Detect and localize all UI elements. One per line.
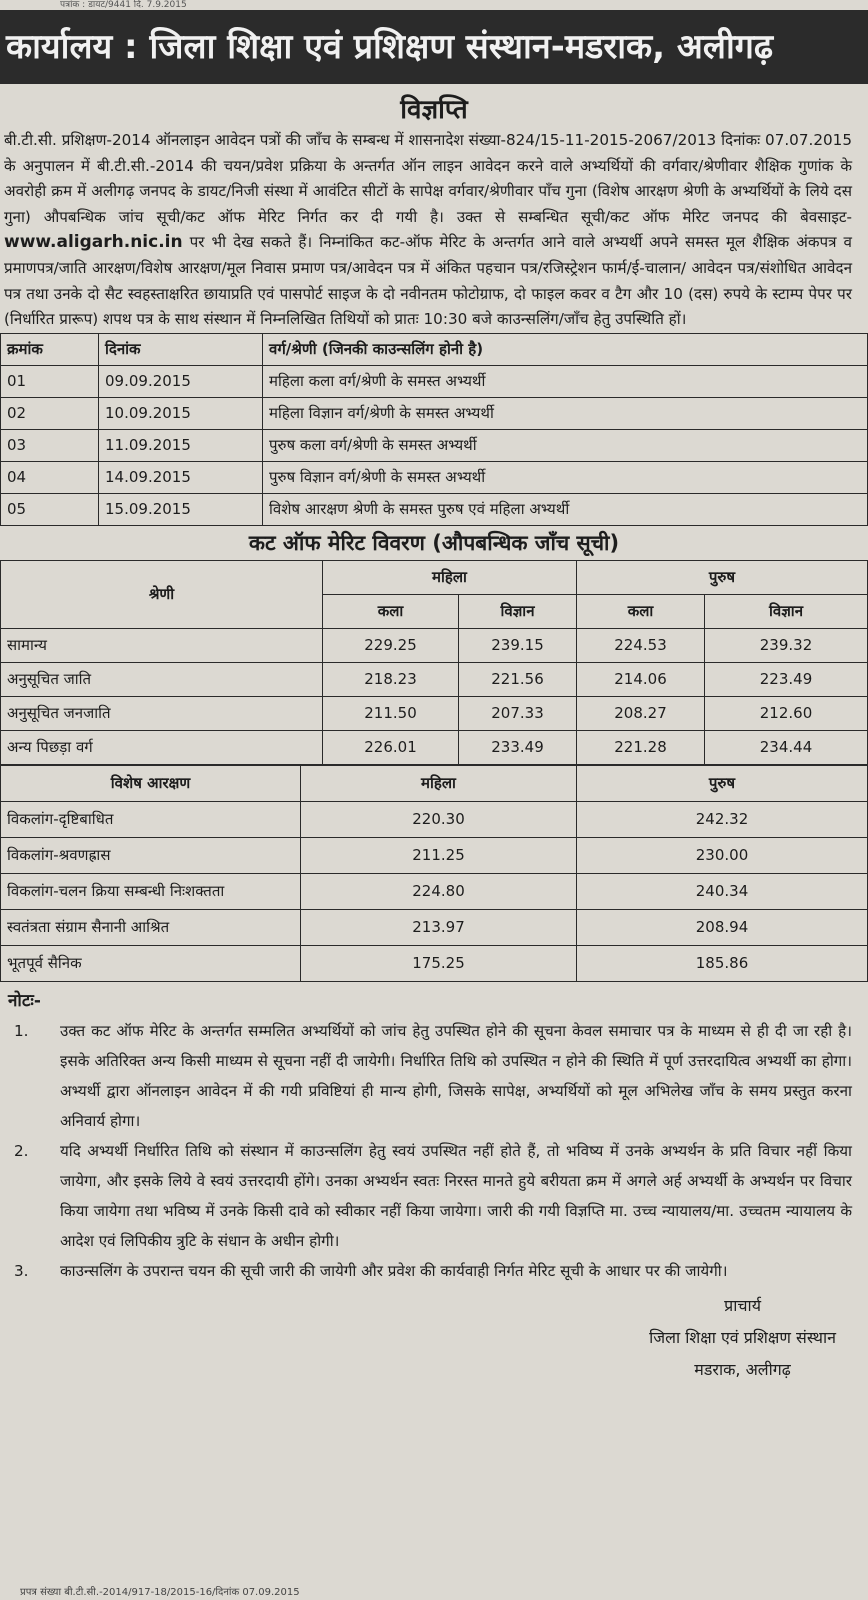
value-cell: 233.49 xyxy=(459,730,577,764)
serial-cell: 05 xyxy=(1,493,99,525)
note-number: 1. xyxy=(14,1021,29,1040)
table-row xyxy=(1,801,868,837)
table-row xyxy=(1,909,868,945)
category-cell: महिला कला वर्ग/श्रेणी के समस्त अभ्यर्थी xyxy=(263,365,868,397)
value-cell: 211.25 xyxy=(301,837,577,873)
note-text: यदि अभ्यर्थी निर्धारित तिथि को संस्थान में काउन्सलिंग हेतु स्वयं उपस्थित नहीं होते हैं, तो भविष्य में उनके अभ्यर्थन के प्रति विचार नहीं किया जायेगा, और इसके लिये वे स्वयं उत्तरदायी होंगे। उनका अभ्यर्थन स्वतः निरस्त मानते हुये बरीयता क्रम में अगले अर्ह अभ्यर्थी के अभ्यर्थन पर विचार किया जायेगा तथा भविष्य में उनके किसी दावे को स्वीकार नहीं किया जायेगा। जारी की गयी विज्ञप्ति मा. उच्च न्यायालय/मा. उच्चतम न्यायालय के आदेश एवं लिपिकीय त्रुटि के संधान के अधीन होगी। xyxy=(60,1141,852,1250)
notes-heading: नोटः- xyxy=(8,990,41,1011)
special-female-header: महिला xyxy=(301,765,577,801)
note-text: काउन्सलिंग के उपरान्त चयन की सूची जारी की जायेगी और प्रवेश की कार्यवाही निर्गत मेरिट सूची के आधार पर की जायेगी। xyxy=(60,1261,728,1280)
table-row xyxy=(1,493,868,525)
serial-cell: 04 xyxy=(1,461,99,493)
value-cell: 221.28 xyxy=(577,730,705,764)
female-arts-header: कला xyxy=(323,594,459,628)
category-cell: अन्य पिछड़ा वर्ग xyxy=(1,730,323,764)
signature-place: मडराक, अलीगढ़ xyxy=(694,1359,791,1379)
female-header: महिला xyxy=(323,560,577,594)
note-number: 2. xyxy=(14,1141,29,1160)
category-cell: अनुसूचित जनजाति xyxy=(1,696,323,730)
category-cell: अनुसूचित जाति xyxy=(1,662,323,696)
date-cell: 10.09.2015 xyxy=(99,397,263,429)
serial-cell: 03 xyxy=(1,429,99,461)
cutoff-title: कट ऑफ मेरिट विवरण (औपबन्धिक जाँच सूची) xyxy=(248,530,620,555)
value-cell: 239.32 xyxy=(705,628,868,662)
table-row xyxy=(1,662,868,696)
value-cell: 223.49 xyxy=(705,662,868,696)
value-cell: 213.97 xyxy=(301,909,577,945)
category-cell: पुरुष कला वर्ग/श्रेणी के समस्त अभ्यर्थी xyxy=(263,429,868,461)
table-row xyxy=(1,945,868,981)
table-row xyxy=(1,873,868,909)
date-cell: 09.09.2015 xyxy=(99,365,263,397)
value-cell: 239.15 xyxy=(459,628,577,662)
note-item xyxy=(8,1136,852,1256)
value-cell: 208.94 xyxy=(577,909,868,945)
website-link[interactable]: www.aligarh.nic.in xyxy=(4,232,183,253)
value-cell: 218.23 xyxy=(323,662,459,696)
serial-cell: 02 xyxy=(1,397,99,429)
value-cell: 240.34 xyxy=(577,873,868,909)
value-cell: 212.60 xyxy=(705,696,868,730)
cutoff-header-row xyxy=(1,560,868,594)
value-cell: 221.56 xyxy=(459,662,577,696)
notes-section xyxy=(0,982,868,1286)
office-header: कार्यालय : जिला शिक्षा एवं प्रशिक्षण संस्थान-मडराक, अलीगढ़ xyxy=(0,10,868,84)
note-number: 3. xyxy=(14,1261,29,1280)
footer-strip: प्रपत्र संख्या बी.टी.सी.-2014/917-18/2015-16/दिनांक 07.09.2015 xyxy=(20,1587,300,1598)
value-cell: 185.86 xyxy=(577,945,868,981)
table-row xyxy=(1,461,868,493)
table-row xyxy=(1,730,868,764)
note-item xyxy=(8,1016,852,1136)
female-science-header: विज्ञान xyxy=(459,594,577,628)
value-cell: 214.06 xyxy=(577,662,705,696)
intro-text-cont: पर भी देख सकते हैं। निम्नांकित कट-ऑफ मेरिट के अन्तर्गत आने वाले अभ्यर्थी अपने समस्त मूल शैक्षिक अंकपत्र व प्रमाणपत्र/जाति आरक्षण/विशेष आरक्षण/मूल निवास प्रमाण पत्र/आवेदन पत्र में अंकित पहचान पत्र/रजिस्ट्रेशन फार्म/ई-चालान/ आवेदन पत्र/संशोधित आवेदन पत्र तथा उनके दो सैट स्वहस्ताक्षरित छायाप्रति एवं पासपोर्ट साइज के दो नवीनतम फोटोग्राफ, दो फाइल कवर व टैग और 10 (दस) रुपये के स्टाम्प पेपर पर (निर्धारित प्रारूप) शपथ पत्र के साथ संस्थान में निम्नलिखित तिथियों को प्रातः 10:30 बजे काउन्सलिंग/जाँच हेतु उपस्थिति हों। xyxy=(4,233,852,329)
table-row xyxy=(1,397,868,429)
value-cell: 220.30 xyxy=(301,801,577,837)
category-cell: महिला विज्ञान वर्ग/श्रेणी के समस्त अभ्यर्थी xyxy=(263,397,868,429)
date-cell: 14.09.2015 xyxy=(99,461,263,493)
value-cell: 211.50 xyxy=(323,696,459,730)
category-cell: पुरुष विज्ञान वर्ग/श्रेणी के समस्त अभ्यर्थी xyxy=(263,461,868,493)
date-cell: 11.09.2015 xyxy=(99,429,263,461)
serial-cell: 01 xyxy=(1,365,99,397)
table-row xyxy=(1,628,868,662)
category-cell: स्वतंत्रता संग्राम सैनानी आश्रित xyxy=(1,909,301,945)
note-text: उक्त कट ऑफ मेरिट के अन्तर्गत सम्मलित अभ्यर्थियों को जांच हेतु उपस्थित होने की सूचना केवल समाचार पत्र के माध्यम से ही दी जा रही है। इसके अतिरिक्त अन्य किसी माध्यम से सूचना नहीं दी जायेगी। निर्धारित तिथि को उपस्थित न होने की स्थिति में पूर्ण उत्तरदायित्व अभ्यर्थी का होगा। अभ्यर्थी द्वारा ऑनलाइन आवेदन में की गयी प्रविष्टियां ही मान्य होगी, जिसके सापेक्ष, अभ्यर्थियों को मूल अभिलेख जाँच के समय प्रस्तुत करना अनिवार्य होगा। xyxy=(60,1021,852,1130)
signature-org: जिला शिक्षा एवं प्रशिक्षण संस्थान xyxy=(649,1327,836,1347)
male-science-header: विज्ञान xyxy=(705,594,868,628)
intro-text: बी.टी.सी. प्रशिक्षण-2014 ऑनलाइन आवेदन पत्रों की जाँच के सम्बन्ध में शासनादेश संख्या-824/15-11-2015-2067/2013 दिनांकः 07.07.2015 के अनुपालन में बी.टी.सी.-2014 की चयन/प्रवेश प्रक्रिया के अन्तर्गत ऑन लाइन आवेदन करने वाले अभ्यर्थियों की वर्गवार/श्रेणीवार शैक्षिक गुणांक के अवरोही क्रम में अलीगढ़ जनपद के डायट/निजी संस्था में आवंटित सीटों के सापेक्ष वर्गवार/श्रेणीवार पाँच गुना (विशेष आरक्षण श्रेणी के अभ्यर्थियों के लिये दस गुना) औपबन्धिक जांच सूची/कट ऑफ मेरिट निर्गत कर दी गयी है। उक्त से सम्बन्धित सूची/कट ऑफ मेरिट जनपद की बेवसाइट- xyxy=(4,131,852,226)
notice-title: विज्ञप्ति xyxy=(400,95,468,125)
male-header: पुरुष xyxy=(577,560,868,594)
value-cell: 224.80 xyxy=(301,873,577,909)
table-row xyxy=(1,837,868,873)
intro-paragraph xyxy=(0,128,868,333)
male-arts-header: कला xyxy=(577,594,705,628)
table-row xyxy=(1,696,868,730)
schedule-table xyxy=(0,333,868,526)
special-male-header: पुरुष xyxy=(577,765,868,801)
category-cell: विशेष आरक्षण श्रेणी के समस्त पुरुष एवं महिला अभ्यर्थी xyxy=(263,493,868,525)
value-cell: 175.25 xyxy=(301,945,577,981)
category-cell: भूतपूर्व सैनिक xyxy=(1,945,301,981)
table-row xyxy=(1,365,868,397)
col-category: वर्ग/श्रेणी (जिनकी काउन्सलिंग होनी है) xyxy=(263,333,868,365)
special-header-row xyxy=(1,765,868,801)
top-strip: पत्रांक : डायट/9441 दि. 7.9.2015 xyxy=(60,0,187,10)
value-cell: 224.53 xyxy=(577,628,705,662)
value-cell: 226.01 xyxy=(323,730,459,764)
special-category-header: विशेष आरक्षण xyxy=(1,765,301,801)
value-cell: 207.33 xyxy=(459,696,577,730)
schedule-header-row xyxy=(1,333,868,365)
category-cell: विकलांग-चलन क्रिया सम्बन्धी निःशक्तता xyxy=(1,873,301,909)
category-cell: विकलांग-श्रवणह्रास xyxy=(1,837,301,873)
signature-block xyxy=(0,1290,868,1386)
table-row xyxy=(1,429,868,461)
note-item xyxy=(8,1256,852,1286)
signature-title: प्राचार्य xyxy=(724,1295,761,1315)
value-cell: 234.44 xyxy=(705,730,868,764)
category-cell: सामान्य xyxy=(1,628,323,662)
col-date: दिनांक xyxy=(99,333,263,365)
date-cell: 15.09.2015 xyxy=(99,493,263,525)
value-cell: 242.32 xyxy=(577,801,868,837)
cutoff-table xyxy=(0,560,868,765)
special-reservation-table xyxy=(0,765,868,982)
col-serial: क्रमांक xyxy=(1,333,99,365)
value-cell: 208.27 xyxy=(577,696,705,730)
value-cell: 229.25 xyxy=(323,628,459,662)
category-header: श्रेणी xyxy=(1,560,323,628)
value-cell: 230.00 xyxy=(577,837,868,873)
category-cell: विकलांग-दृष्टिबाधित xyxy=(1,801,301,837)
